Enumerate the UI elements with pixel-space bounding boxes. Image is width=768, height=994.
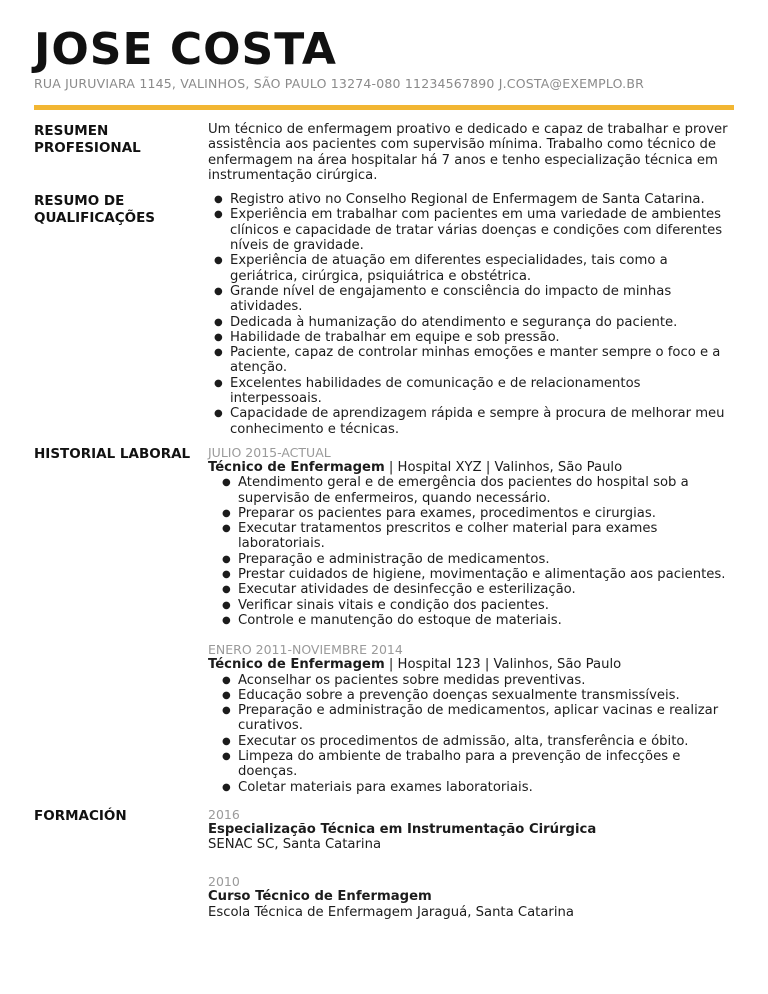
list-item: ● Capacidade de aprendizagem rápida e sempre à procura de melhorar meu conhecimento e técnicas. xyxy=(230,406,734,437)
qualifications-list xyxy=(208,192,734,437)
section-title-resumen: RESUMEN PROFESIONAL xyxy=(34,123,141,156)
list-item: ● Preparação e administração de medicamentos, aplicar vacinas e realizar curativos. xyxy=(238,703,734,734)
section-formacion xyxy=(34,807,734,942)
list-item: ● Habilidade de trabalhar em equipe e sob pressão. xyxy=(230,330,734,345)
list-item: ● Controle e manutenção do estoque de materiais. xyxy=(238,613,734,628)
section-title-qualificacoes: RESUMO DE QUALIFICAÇÕES xyxy=(34,193,156,227)
candidate-name: JOSE COSTA xyxy=(34,24,337,75)
education-school: SENAC SC, Santa Catarina xyxy=(208,837,382,853)
list-item: ● Coletar materiais para exames laboratoriais. xyxy=(238,780,734,795)
list-item: ● Limpeza do ambiente de trabalho para a prevenção de infecções e doenças. xyxy=(238,749,734,780)
job-entry xyxy=(208,642,734,795)
list-item: ● Executar tratamentos prescritos e colher material para exames laboratoriais. xyxy=(238,521,734,552)
accent-divider xyxy=(34,105,734,110)
section-title-formacion: FORMACIÓN xyxy=(34,807,127,824)
job-date: ENERO 2011-NOVIEMBRE 2014 xyxy=(208,642,403,658)
summary-text: Um técnico de enfermagem proativo e dedicado e capaz de trabalhar e prover assistência aos pacientes com supervisão mínima. Trabalho como técnico de enfermagem na área hospitalar há 7 anos e tenho especialização técnica em instrumentação cirúrgica. xyxy=(208,122,728,183)
section-title-historial: HISTORIAL LABORAL xyxy=(34,445,191,462)
list-item: ● Executar os procedimentos de admissão, alta, transferência e óbito. xyxy=(238,734,734,749)
list-item: ● Grande nível de engajamento e consciência do impacto de minhas atividades. xyxy=(230,284,734,315)
job-employer: | Hospital XYZ | Valinhos, São Paulo xyxy=(384,459,623,475)
education-year: 2016 xyxy=(208,806,240,822)
list-item: ● Verificar sinais vitais e condição dos pacientes. xyxy=(238,598,734,613)
section-body-qualificacoes xyxy=(208,192,734,437)
list-item: ● Preparação e administração de medicamentos. xyxy=(238,552,734,567)
job-date: JULIO 2015-ACTUAL xyxy=(208,444,331,460)
job-entry xyxy=(208,445,734,628)
list-item: ● Experiência em trabalhar com pacientes em uma variedade de ambientes clínicos e capacidade de tratar várias doenças e condições com diferentes níveis de gravidade. xyxy=(230,207,734,253)
section-resumen xyxy=(34,122,734,183)
job-duties-list xyxy=(208,673,734,795)
list-item: ● Prestar cuidados de higiene, movimentação e alimentação aos pacientes. xyxy=(238,567,734,582)
job-heading xyxy=(208,657,734,672)
education-entry xyxy=(208,874,734,920)
list-item: ● Preparar os pacientes para exames, procedimentos e cirurgias. xyxy=(238,506,734,521)
section-body-resumen xyxy=(208,122,734,183)
list-item: ● Atendimento geral e de emergência dos pacientes do hospital sob a supervisão de enfermeiros, quando necessário. xyxy=(238,475,734,506)
education-year: 2010 xyxy=(208,874,240,890)
job-employer: | Hospital 123 | Valinhos, São Paulo xyxy=(384,657,622,673)
job-duties-list xyxy=(208,475,734,628)
education-entry xyxy=(208,807,734,853)
list-item: ● Paciente, capaz de controlar minhas emoções e manter sempre o foco e a atenção. xyxy=(230,345,734,376)
contact-info: RUA JURUVIARA 1145, VALINHOS, SÃO PAULO 13274-080 11234567890 J.COSTA@EXEMPLO.BR xyxy=(34,76,644,91)
education-degree: Especialização Técnica em Instrumentação Cirúrgica xyxy=(208,821,597,837)
list-item: ● Educação sobre a prevenção doenças sexualmente transmissíveis. xyxy=(238,688,734,703)
education-school: Escola Técnica de Enfermagem Jaraguá, Santa Catarina xyxy=(208,904,574,920)
section-body-historial xyxy=(208,445,734,795)
list-item: ● Executar atividades de desinfecção e esterilização. xyxy=(238,582,734,597)
list-item: ● Excelentes habilidades de comunicação e de relacionamentos interpessoais. xyxy=(230,376,734,407)
section-body-formacion xyxy=(208,807,734,942)
job-heading xyxy=(208,460,734,475)
education-degree: Curso Técnico de Enfermagem xyxy=(208,889,432,905)
section-qualificacoes xyxy=(34,192,734,437)
section-historial xyxy=(34,445,734,795)
list-item: ● Registro ativo no Conselho Regional de Enfermagem de Santa Catarina. xyxy=(230,192,734,207)
list-item: ● Aconselhar os pacientes sobre medidas preventivas. xyxy=(238,673,734,688)
job-position: Técnico de Enfermagem xyxy=(208,459,385,475)
list-item: ● Dedicada à humanização do atendimento e segurança do paciente. xyxy=(230,315,734,330)
list-item: ● Experiência de atuação em diferentes especialidades, tais como a geriátrica, cirúrgica, psiquiátrica e obstétrica. xyxy=(230,253,734,284)
job-position: Técnico de Enfermagem xyxy=(208,657,385,673)
